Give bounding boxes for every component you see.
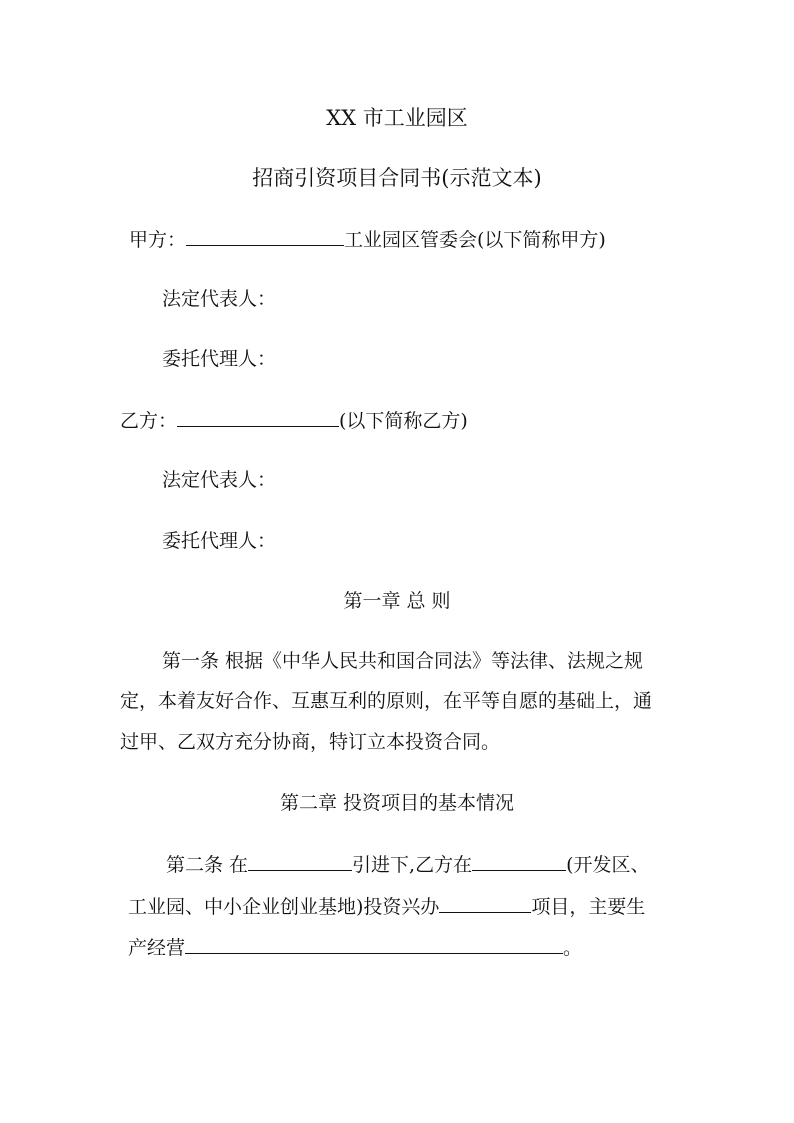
party-a-label: 甲方： [129, 229, 187, 251]
article1-line1: 第一条 根据《中华人民共和国合同法》等法律、法规之规 [162, 650, 644, 672]
article2-line3-part2: 。 [563, 937, 583, 959]
party-a-name-blank [186, 227, 344, 246]
party-a-line [129, 227, 606, 252]
article2-line1-part3: (开发区、 [566, 854, 650, 876]
party-b-suffix: (以下简称乙方) [339, 410, 468, 432]
article2-line1 [166, 852, 650, 877]
article1-line2: 定，本着友好合作、互惠互利的原则，在平等自愿的基础上，通 [120, 690, 653, 712]
location-blank [472, 852, 566, 871]
introducer-blank [248, 852, 352, 871]
article2-line2-part2: 项目，主要生 [531, 896, 646, 918]
article2-line1-part1: 第二条 在 [166, 854, 249, 876]
article2-line2 [128, 894, 645, 919]
article2-line1-part2: 引进下,乙方在 [352, 854, 473, 876]
article2-line2-part1: 工业园、中小企业创业基地)投资兴办 [128, 896, 440, 918]
business-scope-blank [185, 935, 563, 954]
document-title-line2: 招商引资项目合同书(示范文本) [252, 166, 542, 190]
chapter2-heading: 第二章 投资项目的基本情况 [279, 792, 515, 814]
party-b-line [120, 408, 468, 433]
party-b-label: 乙方： [120, 410, 178, 432]
document-title-line1: XX 市工业园区 [326, 106, 468, 130]
party-a-suffix: 工业园区管委会(以下简称甲方) [344, 229, 606, 251]
party-a-agent: 委托代理人： [162, 348, 277, 370]
project-name-blank [439, 894, 531, 913]
party-a-legal-rep: 法定代表人： [162, 288, 277, 310]
party-b-name-blank [177, 408, 339, 427]
article2-line3 [128, 935, 582, 960]
article1-line3: 过甲、乙双方充分协商，特订立本投资合同。 [120, 731, 501, 753]
party-b-legal-rep: 法定代表人： [162, 469, 277, 491]
chapter1-heading: 第一章 总 则 [343, 590, 451, 612]
article2-line3-part1: 产经营 [128, 937, 186, 959]
party-b-agent: 委托代理人： [162, 530, 277, 552]
